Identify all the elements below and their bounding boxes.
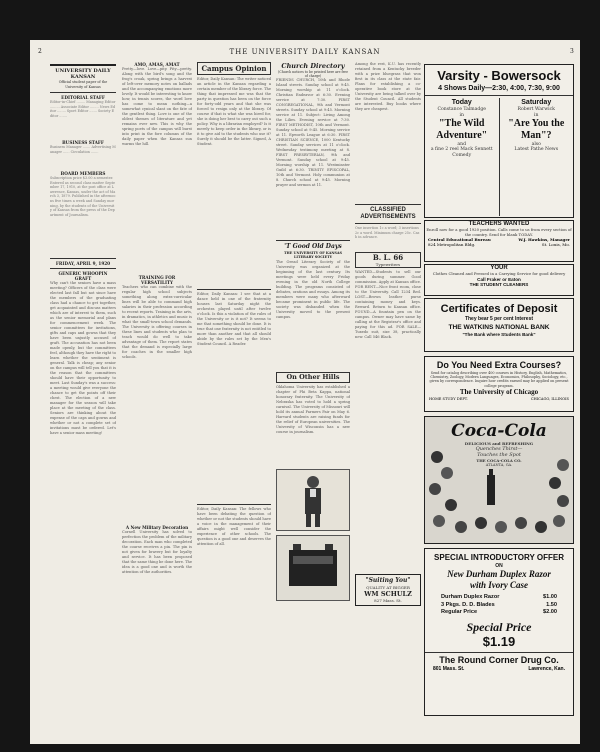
essay-headline-2: TRAINING FOR VERSATILITY	[138, 275, 176, 285]
coca-cola-tag1: DELICIOUS and REFRESHING	[464, 441, 534, 446]
suiting-ad-title: "Suiting You"	[365, 577, 411, 584]
teachers-body: Enroll now for a good 1920 position. Calls come to us from every section of the country. Send for blank TODAY.	[426, 227, 572, 237]
business-staff-heading: BUSINESS STAFF	[62, 140, 104, 145]
typewriter-ad-title: B. L. 66	[372, 253, 404, 262]
col5-news-body: Among the rest, K.U. has recently retained from a Kentucky breeder with a prize bluegrass that won first in its class at the state fair. Plans for establishing a co-operative book store at the University are being talked over by the Student Council. All students are interested. Buy books where they are cheapest.	[355, 62, 421, 111]
coca-cola-logo: Coca-Cola	[451, 421, 547, 441]
man-figure-icon	[277, 470, 349, 528]
other-hills-box	[276, 372, 350, 383]
varsity-and1: and	[457, 142, 467, 147]
teachers-wanted-ad	[424, 220, 574, 262]
business-staff-list: Business Manager ....... Advertising Manager ...... Circulation .......	[50, 145, 116, 154]
cleaners-shop: Call Fraker or Eaton	[477, 276, 521, 282]
varsity-today-label: Today	[451, 99, 472, 106]
nameplate: UNIVERSITY DAILY KANSAN	[55, 68, 111, 80]
church-directory-body: FRIENDS CHURCH, 10th and Rhode Island streets. Sunday school at 9:45. Morning worship at 11 o'clock. Christian Endeavor at 6:30. Evening service at 7:30. FIRST CONGREGATIONAL, 9th and Vermont streets. Sunday school at 9:45. Morning service at 11. Subject: Living Among the Lilies. Evening service at 7:30. FIRST METHODIST, 10th and Vermont. Sunday school at 9:45. Morning service at 11. Epworth League at 6:30. FIRST CHRISTIAN SCIENCE, 1000 Kentucky street. Sunday services at 11 o'clock. Wednesday testimony meeting at 8. FIRST PRESBYTERIAN, 9th and Vermont. Sunday school at 9:45. Morning worship at 11. Westminster Guild at 6:30. TRINITY EPISCOPAL, 10th and Vermont. Holy communion at 8. Church school at 9:45. Morning prayer and sermon at 11.	[276, 78, 350, 187]
nameplate-sub: Official student paper of the University of Kansas	[58, 80, 108, 89]
cleaners-ad	[424, 264, 574, 296]
opinion-letter-1: Editor, Daily Kansan: The writer noticed an article in the Kansan regarding a certain member of the library force. The thing that impressed me was that the party in question has been on the force for forty-odd years and that she was forced to resign only at the library. Of course if that is what she was hired for, she is doing her best to carry out such a policy. Why is a librarian employed? Is it merely to keep order in the library, or is it to give aid to the students who use it? Surely it should be the latter. Signed, A Student.	[197, 77, 271, 146]
board-list: Subscription price $3.00 a semester. Entered as second class matter September 17, 1910, at the post office at Lawrence, Kansas, under the act of March 3, 1879. Published in the afternoons five times a week and Sunday morning, by the students of the University of Kansas from the press of the Department of Journalism.	[50, 176, 116, 217]
special-product: New Durham Duplex Razor	[447, 569, 551, 579]
church-directory-sub: (Church notices to be printed here are free of charge)	[278, 70, 348, 78]
classified-listings: WANTED—Students to sell our goods during summer. Good commission. Apply at Kansan office. FOR RENT—Nice front room, close to the University. Call 1234 Red. LOST—Brown leather purse containing money and keys. Reward. Return to Kansan office. FOUND—A fountain pen on the campus. Owner may have same by calling at the Registrar's office and paying for this ad. FOR SALE—Tuxedo suit, size 38, practically new. Call 546 Black.	[355, 270, 421, 339]
coca-cola-city: ATLANTA, GA.	[485, 463, 513, 467]
essay-body-1: Pretty—love. Love—pity. Pity—pretty. Along with the bird's song and the frog's croak, spring brings a harvest of left-over memory notes on ballads and the accompanying emotions more lovely. It would be interesting to know how, in tennis scores, the word love has come to mean nothing—a somewhat cynical slant on the fate of the gentlest thing. Love is one of the oldest themes of literature and yet remains ever new. This is why the spring poets of the campus will burst into print in the fore columns of the daily paper when the Kansas sun warms the hill.	[122, 67, 192, 146]
varsity-today	[425, 98, 500, 216]
editorial-staff-heading: EDITORIAL STAFF	[61, 95, 105, 100]
typewriter-ad-sub: Typewriters	[375, 262, 401, 267]
campus-opinion-header-box	[197, 62, 271, 75]
certificates-deposit-ad	[424, 298, 574, 352]
special-price-list	[425, 591, 573, 620]
church-directory-heading: Church Directory	[281, 62, 345, 70]
column-classifieds	[355, 62, 421, 728]
special-line3: Regular Price $2.00	[441, 609, 557, 615]
cleaners-body: Clothes Cleaned and Pressed in a Carrying Service for good delivery	[432, 271, 566, 276]
good-old-days-heading: 'T Good Old Days	[284, 243, 342, 250]
varsity-saturday-label: Saturday	[521, 99, 552, 106]
battery-illustration	[276, 535, 350, 601]
varsity-star1: Constance Talmadge	[437, 107, 486, 112]
varsity-bowersock-ad	[424, 64, 574, 218]
masthead	[30, 48, 580, 56]
special-address: 801 Mass. St.	[433, 665, 465, 672]
special-line2: 3 Pkgs. D. D. Blades 1.50	[441, 601, 557, 608]
suiting-ad-name: WM SCHULZ	[364, 590, 412, 598]
varsity-in1: in	[459, 113, 464, 118]
deposit-bank: THE WATKINS NATIONAL BANK	[448, 324, 550, 331]
suiting-ad	[355, 574, 421, 606]
special-store: The Round Corner Drug Co.	[439, 654, 559, 665]
teachers-address: 824 Metropolitan Bldg.	[428, 242, 476, 248]
suiting-ad-line2: QUALITY AT BIGGER	[366, 585, 410, 590]
coca-cola-company: THE COCA-COLA CO.	[476, 458, 522, 463]
editorial-headline: GENERIC WHOOPIN GRAFT	[58, 271, 108, 281]
good-old-days-sub: THE UNIVERSITY OF KANSAS LITERARY SOCIETY	[284, 251, 342, 260]
special-label: Special Price	[466, 619, 532, 634]
special-line1: Durham Duplex Razor $1.00	[441, 594, 557, 600]
courses-title: Do You Need Extra Courses?	[436, 360, 562, 370]
board-heading: BOARD MEMBERS	[60, 171, 106, 176]
opinion-letter-3: Editor, Daily Kansan: The fellows who have been debating the question of whether or not the students should have a voice in the management of their affairs might well consider the experience of other schools. The question is a good one and deserves the attention of all.	[197, 507, 271, 546]
column-campus-opinion	[197, 62, 271, 728]
cleaners-title: YOUR	[490, 265, 508, 271]
special-title: SPECIAL INTRODUCTORY OFFER	[434, 553, 564, 562]
courses-school: The University of Chicago	[459, 387, 539, 396]
special-offer-ad	[424, 548, 574, 716]
essay-headline-3: A New Military Decoration	[125, 525, 189, 530]
courses-body: Send for catalog describing over 400 courses in History, English, Mathematics, Chemistry, Zoology, Modern Languages, Economics, Philosophy, Sociology, etc., given by correspondence. Inquire how credits earned may be applied on present college program.	[429, 371, 569, 388]
varsity-saturday	[500, 98, 574, 216]
varsity-extra1: a fine 2 reel Mack Sennett Comedy	[430, 147, 493, 158]
deposit-motto: "The Bank where Students Bank"	[462, 332, 536, 337]
page-number-right: 3	[570, 48, 574, 55]
varsity-film1: "The Wild Adventure"	[436, 118, 488, 141]
opinion-letter-2: Editor, Daily Kansan: I see that at a dance held in one of the fraternity houses last Saturday night the orchestra played until after twelve o'clock. Is this a violation of the rules of the University or is it not? It seems to me that something should be done. It is true that one fraternity is not entitled to more than another and that all should abide by the rules set by the Men's Student Council. A Reader.	[197, 292, 271, 346]
varsity-star2: Robert Warwick	[517, 107, 555, 112]
column-essays	[122, 62, 192, 728]
teachers-title: TEACHERS WANTED	[468, 221, 530, 227]
courses-city: CHICAGO, ILLINOIS	[530, 396, 569, 401]
typewriter-ad	[355, 252, 421, 268]
coca-cola-ad	[424, 416, 574, 544]
other-hills-heading: On Other Hills	[286, 372, 340, 381]
campus-opinion-heading: Campus Opinion	[201, 64, 267, 73]
varsity-title: Varsity - Bowersock	[437, 68, 561, 83]
tailor-illustration	[276, 469, 350, 531]
editorial-staff-list: Editor-in-Chief ........ Managing Editor ......... Associate Editor ........ News Editor ........ Sport Editor ....... Society Editor .......	[50, 100, 116, 118]
varsity-and2: also	[531, 142, 541, 147]
deposit-sub: They bear 5 per cent Interest	[464, 316, 534, 322]
good-old-days-body: The Oread Literary Society of the University was organized at the beginning of the last century. Its meetings were held every Friday evening in the old North College building. The programs consisted of debates, orations and essays. Among its members were many who afterward became prominent in public life. The society was disbanded when the University moved to the present campus.	[276, 259, 350, 319]
battery-icon	[277, 536, 349, 598]
classified-rates: One insertion 1c a word; 3 insertions 2c a word. Minimum charge 25c. Cash in advance.	[355, 226, 420, 240]
teachers-city: St. Louis, Mo.	[541, 242, 570, 248]
courses-dept: HOME STUDY DEPT.	[429, 396, 468, 401]
cleaners-shop2: THE STUDENT CLEANERS	[469, 282, 529, 287]
special-city: Lawrence, Kan.	[528, 665, 565, 672]
classified-heading: CLASSIFIED ADVERTISEMENTS	[360, 207, 416, 220]
page-number-left: 2	[38, 48, 42, 55]
essay-body-3: Cornell University has solved to perfection the problem of the military decoration. Each man who completed the course receives a pin. The pin is not given for bravery but for loyalty and service. It has been proposed that the same thing be done here. The idea is a good one and is worth the attention of the authorities.	[122, 530, 192, 574]
coca-cola-tag3: Touches the Spot	[477, 452, 521, 458]
special-with: with Ivory Case	[469, 580, 528, 590]
essay-body-2: Teachers who can combine with the regular high school subjects something along extra-curricular lines will be able to command high salaries in their profession according to recent reports. Training in the arts, in dramatics, in athletics and music is what the small-town school demands. The University is offering courses in these lines and students who plan to teach would do well to take advantage of them. The report states that the demand is especially large for coaches in the smaller high schools.	[122, 285, 192, 359]
coca-cola-tag2: Quenches Thirst—	[475, 446, 523, 452]
extra-courses-ad	[424, 356, 574, 412]
special-price: $1.19	[482, 633, 516, 649]
varsity-extra2: Latest Pathe News	[514, 147, 559, 152]
other-hills-body: Oklahoma University has established a chapter of Phi Beta Kappa, national honorary fraternity. The University of Nebraska has voted to hold a spring carnival. The University of Missouri will hold its annual Farmers Fair on May 6. Harvard students are raising funds for the relief of European universities. The University of Wisconsin has a new course in journalism.	[276, 384, 350, 434]
varsity-film2: "Are You the Man"?	[508, 118, 565, 141]
column-editorial	[50, 62, 116, 728]
varsity-in2: in	[534, 113, 539, 118]
editorial-body: Why can't the seniors have a mass meeting? Officers of the class were elected last fall but not since have the members of the graduating class had a chance to get together, get acquainted and discuss matters which are of interest to them, such as the senior memorial and plans for commencement week. The senior committees for invitations, gifts and caps and gowns that they have been unjustly accused of graft. The accusation has not been made openly, but the committees feel, although they have the right to learn whether the sentiment is general. Talk is cheap; any senior on the campus will tell you that it is the reason that the committees should have their opportunity to meet. Last Sunday's was a success: a meeting would give everyone the chance to get the points off their chest. The election of a new manager for the season will take place at the meeting of the class. Seniors are thinking about the expense of the caps and gowns and whether or not a complete set of invitations must be ordered. Let's have a senior mass meeting!	[50, 281, 116, 435]
suiting-ad-address: 827 Mass. St.	[374, 598, 402, 603]
column-church-directory	[276, 62, 350, 728]
varsity-shows: 4 Shows Daily—2:30, 4:00, 7:30, 9:00	[438, 85, 560, 92]
teachers-agency2: W.J. Hawkins, Manager	[518, 237, 570, 243]
essay-headline-1: AMO, AMAS, AMAT	[134, 62, 180, 67]
deposit-title: Certificates of Deposit	[440, 303, 558, 315]
issue-date: FRIDAY, APRIL 9, 1920	[55, 261, 111, 266]
masthead-title: THE UNIVERSITY DAILY KANSAN	[229, 48, 381, 56]
teachers-agency: Central Educational Bureau	[428, 237, 491, 243]
special-on: ON	[495, 563, 503, 569]
